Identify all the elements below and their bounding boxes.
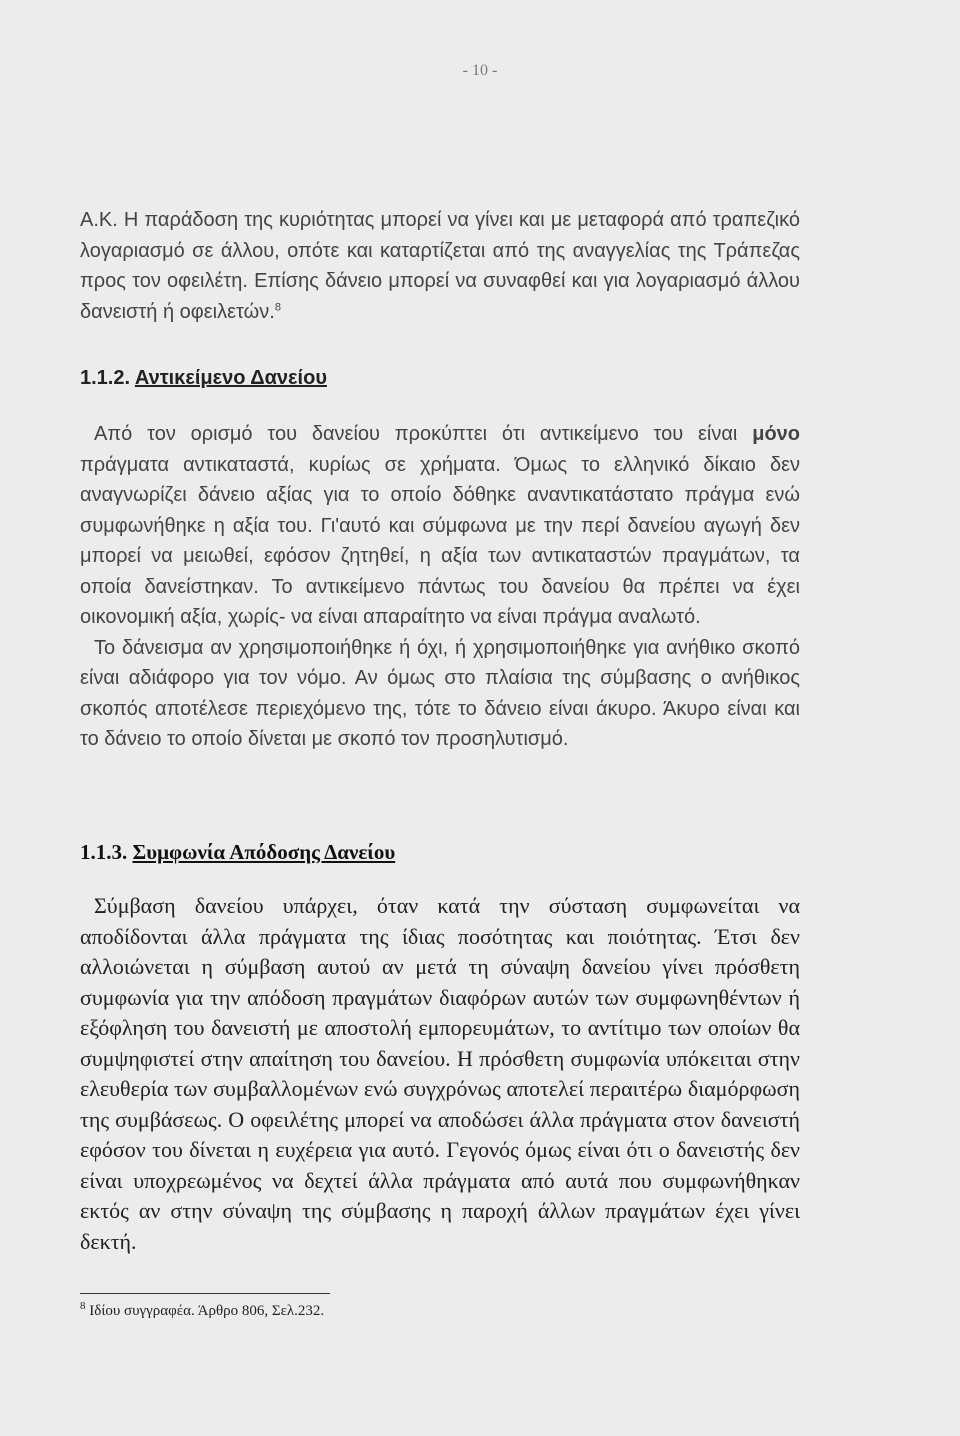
section-112-number: 1.1.2. bbox=[80, 367, 131, 389]
section-113-paragraph: Σύμβαση δανείου υπάρχει, όταν κατά την σύσταση συμφωνείται να αποδίδονται άλλα πράγματα της ίδιας ποσότητας και ποιότητας. Έτσι δεν αλλοιώνεται η σύμβαση αυτού αν μετά τη σύναψη δανείου γίνει πρόσθετη συμφωνία για την απόδοση πραγμάτων διαφόρων αυτών των συμφωνηθέντων ή εξόφληση του δανειστή με αποστολή εμπορευμάτων, το αντίτιμο των οποίων θα συμψηφιστεί στην απαίτηση του δανείου. Η πρόσθετη συμφωνία υπόκειται στην ελευθερία των συμβαλλομένων ενώ συγχρόνως αποτελεί περαιτέρω διαμόρφωση της συμβάσεως. Ο οφειλέτης μπορεί να αποδώσει άλλα πράγματα στον δανειστή εφόσον του δίνεται η ευχέρεια για αυτό. Γεγονός όμως είναι ότι ο δανειστής δεν είναι υποχρεωμένος να δεχτεί άλλα πράγματα από αυτά που συμφωνήθηκαν εκτός αν στην σύναψη της σύμβασης η παροχή άλλων πραγμάτων έχει γίνει δεκτή. bbox=[80, 893, 800, 1254]
section-112-title: Αντικείμενο Δανείου bbox=[134, 367, 327, 389]
page-number: - 10 - bbox=[462, 62, 498, 79]
emphasis-text: μόνο bbox=[752, 423, 800, 445]
section-113-body bbox=[80, 891, 800, 1257]
section-113-number: 1.1.3. bbox=[80, 840, 128, 864]
section-113-title: Συμφωνία Απόδοσης Δανείου bbox=[132, 840, 396, 864]
intro-text: Α.Κ. Η παράδοση της κυριότητας μπορεί να γίνει και με μεταφορά από τραπεζικό λογαριασμό σε άλλου, οπότε και καταρτίζεται από της αναγγελίας της Τράπεζας προς τον οφειλέτη. Επίσης δάνειο μπορεί να συναφθεί και για λογαριασμό άλλου δανειστή ή οφειλετών. bbox=[80, 209, 800, 323]
section-112-body bbox=[80, 419, 800, 755]
section-112-heading bbox=[80, 367, 327, 390]
section-112-paragraph-1 bbox=[80, 419, 800, 633]
footnote-divider bbox=[80, 1293, 330, 1294]
section-113-heading bbox=[80, 840, 395, 865]
section-112-paragraph-2: Το δάνεισμα αν χρησιμοποιήθηκε ή όχι, ή χρησιμοποιήθηκε για ανήθικο σκοπό είναι αδιάφορο για τον νόμο. Αν όμως στο πλαίσια της σύμβασης ο ανήθικος σκοπός αποτέλεσε περιεχόμενο της, τότε το δάνειο είναι άκυρο. Άκυρο είναι και το δάνειο το οποίο δίνεται με σκοπό τον προσηλυτισμό. bbox=[80, 636, 800, 750]
footnote-marker: 8 bbox=[80, 1300, 86, 1312]
intro-paragraph bbox=[80, 205, 800, 327]
footnote bbox=[80, 1300, 325, 1320]
footnote-reference: 8 bbox=[274, 300, 281, 313]
paragraph-text: Από τον ορισμό του δανείου προκύπτει ότι αντικείμενο του είναι bbox=[94, 423, 753, 445]
footnote-text: Ιδίου συγγραφέα. Άρθρο 806, Σελ.232. bbox=[89, 1303, 325, 1319]
paragraph-text: πράγματα αντικαταστά, κυρίως σε χρήματα. Όμως το ελληνικό δίκαιο δεν αναγνωρίζει δάνειο αξίας για το οποίο δόθηκε αναντικατάστατο πράγμα ενώ συμφωνήθηκε η αξία του. Γι'αυτό και σύμφωνα με την περί δανείου αγωγή δεν μπορεί να μειωθεί, εφόσον ζητηθεί, η αξία των αντικαταστών πραγμάτων, τα οποία δανείστηκαν. Το αντικείμενο πάντως του δανείου θα πρέπει να έχει οικονομική αξία, χωρίς- να είναι απαραίτητο να είναι πράγμα αναλωτό. bbox=[80, 453, 800, 628]
